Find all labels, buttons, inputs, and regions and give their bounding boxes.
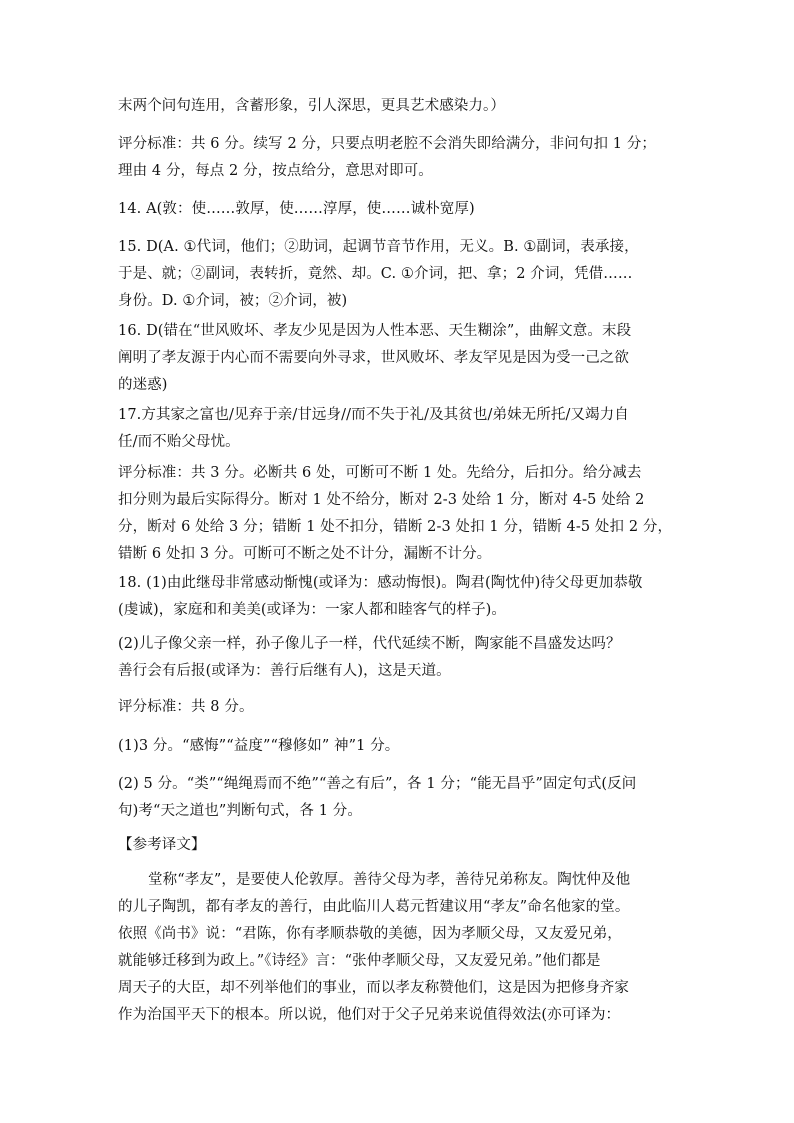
text-line: 17.方其家之富也/见弃于亲/甘远身//而不失于礼/及其贫也/弟妹无所托/又竭力自 bbox=[118, 407, 629, 423]
text-line: 句)考“天之道也”判断句式，各 1 分。 bbox=[118, 803, 362, 819]
text-line: 就能够迁移到为政上。”《诗经》言：“张仲孝顺父母，又友爱兄弟。”他们都是 bbox=[118, 953, 601, 969]
text-line: 评分标准：共 6 分。续写 2 分，只要点明老腔不会消失即给满分，非问句扣 1 分； bbox=[118, 136, 657, 152]
text-line: 理由 4 分，每点 2 分，按点给分，意思对即可。 bbox=[118, 163, 433, 179]
text-line: 周天子的大臣，却不列举他们的事业，而以孝友称赞他们，这是因为把修身齐家 bbox=[118, 980, 629, 996]
paragraph-answer-15 bbox=[118, 234, 678, 315]
paragraph-scoring-17 bbox=[118, 460, 678, 568]
text-line: 任/而不贻父母忧。 bbox=[118, 434, 240, 450]
paragraph-answer-16 bbox=[118, 318, 678, 399]
paragraph-scoring-18-2 bbox=[118, 771, 678, 825]
text-line: 末两个问句连用，含蓄形象，引人深思，更具艺术感染力。） bbox=[118, 98, 505, 114]
text-line: (2) 5 分。“类”“绳绳焉而不绝”“善之有后”，各 1 分；“能无昌乎”固定句式(反问 bbox=[118, 776, 637, 792]
text-line: 身份。D. ①介词，被；②介词，被) bbox=[118, 293, 348, 309]
section-heading-translation bbox=[118, 832, 678, 859]
paragraph-answer-13-end bbox=[118, 93, 678, 120]
text-line: 评分标准：共 3 分。必断共 6 处，可断可不断 1 处。先给分，后扣分。给分减去 bbox=[118, 465, 642, 481]
text-line: 扣分则为最后实际得分。断对 1 处不给分，断对 2-3 处给 1 分，断对 4-5 处给 2 bbox=[118, 492, 645, 508]
paragraph-translation bbox=[118, 867, 678, 1029]
paragraph-answer-18-2 bbox=[118, 631, 678, 685]
paragraph-answer-17 bbox=[118, 402, 678, 456]
text-line: 15. D(A. ①代词，他们；②助词，起调节音节作用，无义。B. ①副词，表承接， bbox=[118, 239, 639, 255]
text-line: 的迷惑) bbox=[118, 377, 168, 393]
text-line: 依照《尚书》说：“君陈，你有孝顺恭敬的美德，因为孝顺父母，又友爱兄弟， bbox=[118, 926, 622, 942]
text-line: 阐明了孝友源于内心而不需要向外寻求，世风败坏、孝友罕见是因为受一己之欲 bbox=[118, 350, 629, 366]
text-line: (1)3 分。“感悔”“益度”“穆修如” 神”1 分。 bbox=[118, 738, 400, 754]
text-line: 分，断对 6 处给 3 分；错断 1 处不扣分，错断 2-3 处扣 1 分，错断 4-5 处扣 2 分， bbox=[118, 519, 673, 535]
paragraph-scoring-18-1 bbox=[118, 733, 678, 760]
text-line: 于是、就；②副词，表转折，竟然、却。C. ①介词，把、拿；2 介词，凭借…… bbox=[118, 266, 633, 282]
paragraph-scoring-18 bbox=[118, 694, 678, 721]
text-line: 堂称“孝友”，是要使人伦敦厚。善待父母为孝，善待兄弟称友。陶忱仲及他 bbox=[148, 872, 631, 888]
text-line: 18. (1)由此继母非常感动惭愧(或译为：感动悔恨)。陶君(陶忱仲)待父母更加恭敬 bbox=[118, 575, 643, 591]
text-line: 的儿子陶凯，都有孝友的善行，由此临川人葛元哲建议用“孝友”命名他家的堂。 bbox=[118, 899, 630, 915]
text-line: 14. A(敦：使……敦厚，使……淳厚，使……诚朴宽厚) bbox=[118, 201, 475, 217]
text-line: 错断 6 处扣 3 分。可断可不断之处不计分，漏断不计分。 bbox=[118, 546, 492, 562]
text-line: 评分标准：共 8 分。 bbox=[118, 699, 254, 715]
paragraph-answer-14 bbox=[118, 196, 678, 223]
text-line: 【参考译文】 bbox=[118, 837, 206, 853]
text-line: 作为治国平天下的根本。所以说，他们对于父子兄弟来说值得效法(亦可译为： bbox=[118, 1007, 621, 1023]
text-line: 16. D(错在“世风败坏、孝友少见是因为人性本恶、天生糊涂”，曲解文意。末段 bbox=[118, 323, 632, 339]
paragraph-scoring-13 bbox=[118, 131, 678, 185]
text-line: 善行会有后报(或译为：善行后继有人)，这是天道。 bbox=[118, 663, 451, 679]
text-line: (虔诚)，家庭和和美美(或译为：一家人都和睦客气的样子)。 bbox=[118, 602, 507, 618]
paragraph-answer-18-1 bbox=[118, 570, 678, 624]
text-line: (2)儿子像父亲一样，孙子像儿子一样，代代延续不断，陶家能不昌盛发达吗？ bbox=[118, 636, 621, 652]
